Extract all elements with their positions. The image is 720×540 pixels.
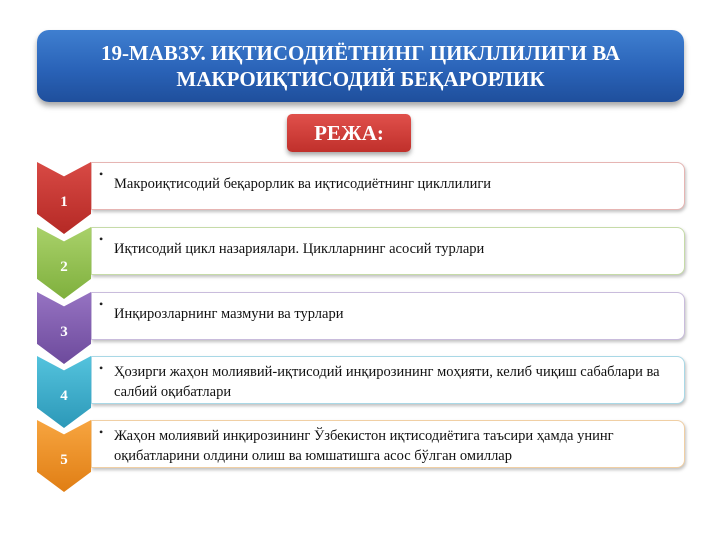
plan-item-number: 3 [60,324,68,340]
plan-item-5 [37,420,685,478]
plan-item-text: Жаҳон молиявий инқирозининг Ўзбекистон иқтисодиётига таъсири ҳамда унинг оқибатларини олдини олиш ва юмшатишга асос бўлган омиллар [114,428,614,464]
plan-item-text: Иқтисодий цикл назариялари. Циклларнинг асосий турлари [114,241,485,257]
plan-item-panel [91,162,685,210]
plan-item-text: Ҳозирги жаҳон молиявий-иқтисодий инқирозининг моҳияти, келиб чиқиш сабаблари ва салбий оқибатлари [114,364,660,400]
plan-item-number: 1 [60,194,68,210]
bullet: • [99,361,104,375]
plan-item-3 [37,292,685,350]
plan-item-number: 4 [60,388,68,404]
plan-heading: РЕЖА: [287,114,411,152]
title-line-1: 19-МАВЗУ. ИҚТИСОДИЁТНИНГ ЦИКЛЛИЛИГИ ВА [100,41,621,65]
bullet: • [99,425,104,439]
plan-item-panel [91,420,685,468]
bullet: • [99,297,104,311]
plan-item-number: 2 [60,259,68,275]
plan-item-4 [37,356,685,414]
plan-item-number: 5 [60,452,68,468]
plan-item-text: Инқирозларнинг мазмуни ва турлари [114,306,344,322]
bullet: • [99,167,104,181]
plan-item-2 [37,227,685,285]
plan-item-panel [91,292,685,340]
plan-item-panel [91,227,685,275]
plan-item-panel [91,356,685,404]
title-line-2: МАКРОИҚТИСОДИЙ БЕҚАРОРЛИК [176,67,545,91]
slide-title [37,30,684,102]
bullet: • [99,232,104,246]
plan-item-text: Макроиқтисодий беқарорлик ва иқтисодиётнинг цикллилиги [114,176,492,192]
plan-item-1 [37,162,685,220]
